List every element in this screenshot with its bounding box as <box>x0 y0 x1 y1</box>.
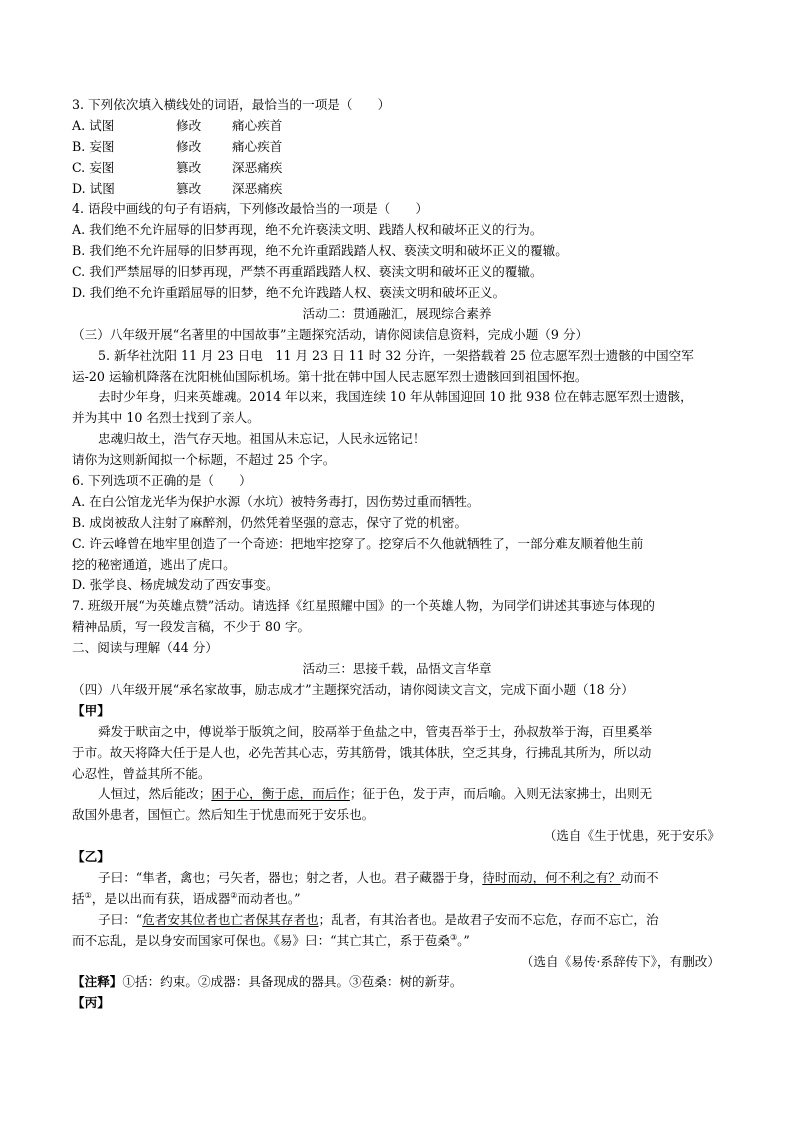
q5-news-line: 运-20 运输机降落在沈阳桃仙国际机场。第十批在韩中国人民志愿军烈士遗骸回到祖国怀抱。 <box>72 368 588 384</box>
exam-page <box>72 95 722 1014</box>
passage-jia-line: 于市。故天将降大任于是人也，必先苦其心志，劳其筋骨，饿其体肤，空乏其身，行拂乱其所为，所以动 <box>72 744 652 760</box>
q4-option-d[interactable]: D. 我们绝不允许重蹈屈辱的旧梦，绝不允许践踏人权、亵渎文明和破坏正义。 <box>72 285 506 301</box>
activity-3-heading: 活动三：思接千载，品悟文言华章 <box>302 661 492 677</box>
passage-yi-line: 子曰：“危者安其位者也亡者保其存者也；乱者，有其治者也。是故君子安而不忘危，存而不忘亡，治 <box>98 911 659 927</box>
note-marker: ① <box>84 890 92 900</box>
q6-option-c[interactable]: C. 许云峰曾在地牢里创造了一个奇迹：把地牢挖穿了。挖穿后不久他就牺牲了，一部分难友顺着他生前 <box>72 535 644 551</box>
part-2-heading: 二、阅读与理解（44 分） <box>72 640 218 656</box>
q5-news-line: 忠魂归故土，浩气存天地。祖国从未忘记，人民永远铭记！ <box>98 431 426 447</box>
passage-jia-line: 敌国外患者，国恒亡。然后知生于忧患而死于安乐也。 <box>72 807 375 823</box>
passage-bing-label: 【丙】 <box>72 995 110 1011</box>
passage-jia-label: 【甲】 <box>72 702 110 718</box>
q5-news-line: 5. 新华社沈阳 11 月 23 日电 11 月 23 日 11 时 32 分许，一架搭载着 25 位志愿军烈士遗骸的中国空军 <box>98 347 694 363</box>
q6-option-b[interactable]: B. 成岗被敌人注射了麻醉剂，仍然凭着坚强的意志，保守了党的机密。 <box>72 514 468 530</box>
passage-jia-line: 舜发于畎亩之中，傅说举于版筑之间，胶鬲举于鱼盐之中，管夷吾举于士，孙叔敖举于海，百里奚举 <box>98 723 653 739</box>
underlined-sentence: 危者安其位者也亡者保其存者也 <box>142 911 319 927</box>
passage-yi-source: （选自《易传·系辞传下》，有删改） <box>520 953 720 969</box>
q5-news-line: 并为其中 10 名烈士找到了亲人。 <box>72 410 260 426</box>
q4-option-a[interactable]: A. 我们绝不允许屈辱的旧梦再现，绝不允许亵渎文明、践踏人权和破坏正义的行为。 <box>72 222 543 238</box>
underlined-sentence: 待时而动，何不利之有？ <box>482 869 621 885</box>
q5-task: 请你为这则新闻拟一个标题，不超过 25 个字。 <box>72 452 336 468</box>
q6-option-a[interactable]: A. 在白公馆龙光华为保护水源（水坑）被特务毒打，因伤势过重而牺牲。 <box>72 493 480 509</box>
section-3-intro: （三）八年级开展“名著里的中国故事”主题探究活动，请你阅读信息资料，完成小题（9 分） <box>72 326 589 342</box>
passage-yi-line: 子曰：“隼者，禽也；弓矢者，器也；射之者，人也。君子藏器于身，待时而动，何不利之有？动而不 <box>98 869 659 885</box>
q7-stem: 7. 班级开展“为英雄点赞”活动。请选择《红星照耀中国》的一个英雄人物，为同学们讲述其事迹与体现的 <box>72 598 656 614</box>
activity-2-heading: 活动二：贯通融汇，展现综合素养 <box>302 305 492 321</box>
q3-option-a[interactable]: A. 试图 修改 痛心疾首 <box>72 117 283 133</box>
underlined-sentence: 困于心，衡于虑，而后作 <box>211 786 350 802</box>
passage-jia-line: 心忍性，曾益其所不能。 <box>72 765 211 781</box>
passage-yi-label: 【乙】 <box>72 849 110 865</box>
passage-yi-line: 而不忘乱，是以身安而国家可保也。《易》曰：“其亡其亡，系于苞桑③。” <box>72 932 470 948</box>
passage-jia-line: 人恒过，然后能改；困于心，衡于虑，而后作；征于色，发于声，而后喻。入则无法家拂士，出则无 <box>98 786 653 802</box>
q3-stem: 3. 下列依次填入横线处的词语，最恰当的一项是（ ） <box>72 97 391 112</box>
q7-stem-cont: 精神品质，写一段发言稿，不少于 80 字。 <box>72 619 311 635</box>
q3-option-d[interactable]: D. 试图 篡改 深恶痛疾 <box>72 180 283 196</box>
note-marker: ③ <box>449 932 458 942</box>
q4-option-b[interactable]: B. 我们绝不允许屈辱的旧梦再现，绝不允许重蹈践踏人权、亵渎文明和破坏正义的覆辙。 <box>72 243 568 259</box>
q6-stem: 6. 下列选项不正确的是（ ） <box>72 473 252 489</box>
section-4-intro: （四）八年级开展“承名家故事，励志成才”主题探究活动，请你阅读文言文，完成下面小题（18 分） <box>72 681 634 697</box>
q6-option-c-cont[interactable]: 挖的秘密通道，逃出了虎口。 <box>72 556 236 572</box>
passage-jia-source: （选自《生于忧患，死于安乐》 <box>543 828 720 844</box>
q3-option-b[interactable]: B. 妄图 修改 痛心疾首 <box>72 138 283 154</box>
note-marker: ② <box>230 890 238 900</box>
q4-option-c[interactable]: C. 我们严禁屈辱的旧梦再现，严禁不再重蹈践踏人权、亵渎文明和破坏正义的覆辙。 <box>72 264 543 280</box>
q4-stem: 4. 语段中画线的句子有语病，下列修改最恰当的一项是（ ） <box>72 201 429 217</box>
q5-news-line: 去时少年身，归来英雄魂。2014 年以来，我国连续 10 年从韩国迎回 10 批 938 位在韩志愿军烈士遗骸， <box>98 389 693 405</box>
q3-option-c[interactable]: C. 妄图 篡改 深恶痛疾 <box>72 159 283 175</box>
notes: 【注释】①括：约束。②成器：具备现成的器具。③苞桑：树的新芽。 <box>72 974 463 990</box>
passage-yi-line: 括①，是以出而有获，语成器②而动者也。” <box>72 890 301 906</box>
q6-option-d[interactable]: D. 张学良、杨虎城发动了西安事变。 <box>72 577 279 593</box>
